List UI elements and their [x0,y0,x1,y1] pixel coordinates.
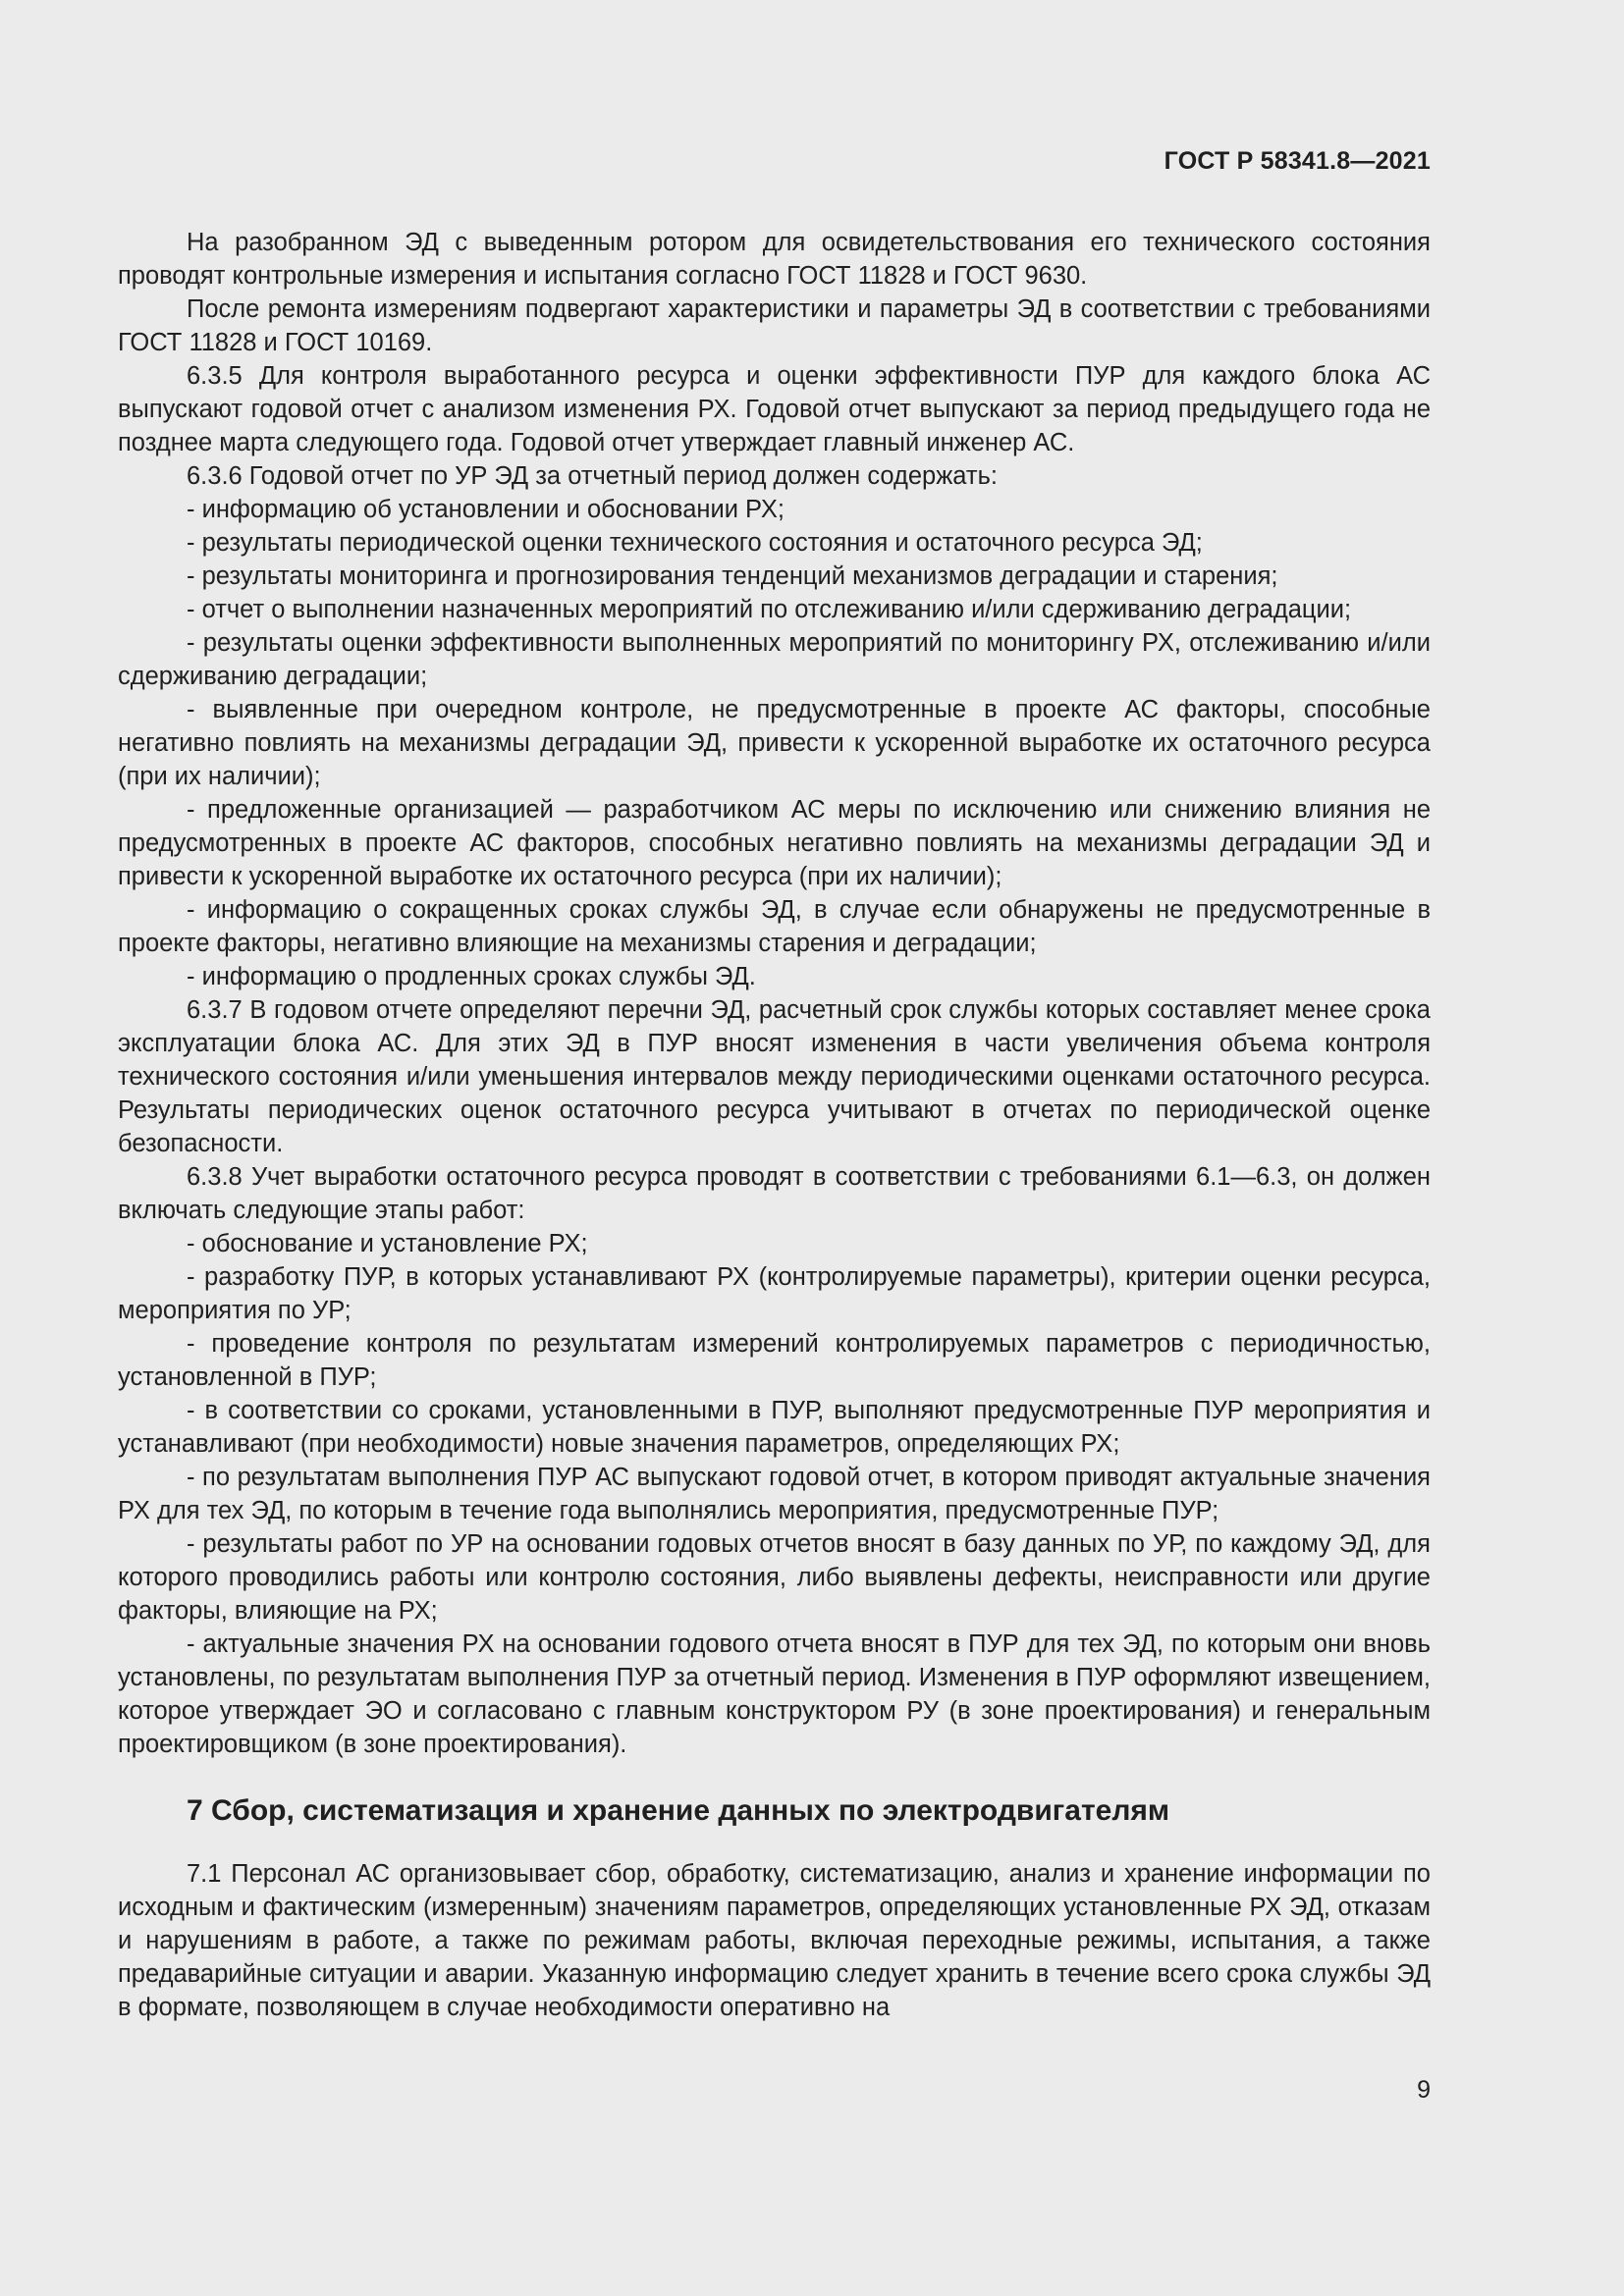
paragraph-6-3-7: 6.3.7 В годовом отчете определяют перечни ЭД, расчетный срок службы которых составляет менее срока эксплуатации блока АС. Для этих ЭД в ПУР вносят изменения в части увеличения объема контроля технического состояния и/или уменьшения интервалов между периодическими оценками остаточного ресурса. Результаты периодических оценок остаточного ресурса учитывают в отчетах по периодической оценке безопасности. [118,996,1431,1157]
paragraph-6-3-8: 6.3.8 Учет выработки остаточного ресурса проводят в соответствии с требованиями 6.1—6.3, он должен включать следующие этапы работ: [118,1163,1431,1224]
list-item: - в соответствии со сроками, установленными в ПУР, выполняют предусмотренные ПУР мероприятия и устанавливают (при необходимости) новые значения параметров, определяющих РХ; [118,1397,1431,1458]
paragraph: После ремонта измерениям подвергают характеристики и параметры ЭД в соответствии с требованиями ГОСТ 11828 и ГОСТ 10169. [118,295,1431,356]
paragraph-6-3-5: 6.3.5 Для контроля выработанного ресурса и оценки эффективности ПУР для каждого блока АС выпускают годовой отчет с анализом изменения РХ. Годовой отчет выпускают за период предыдущего года не позднее марта следующего года. Годовой отчет утверждает главный инженер АС. [118,362,1431,456]
page-content [118,226,1431,2024]
list-item: - по результатам выполнения ПУР АС выпускают годовой отчет, в котором приводят актуальные значения РХ для тех ЭД, по которым в течение года выполнялись мероприятия, предусмотренные ПУР; [118,1464,1431,1524]
list-item: - результаты мониторинга и прогнозирования тенденций механизмов деградации и старения; [187,562,1278,590]
list-item: - предложенные организацией — разработчиком АС меры по исключению или снижению влияния не предусмотренных в проекте АС факторов, способных негативно повлиять на механизмы деградации ЭД и привести к ускоренной выработке их остаточного ресурса (при их наличии); [118,796,1431,890]
list-item: - разработку ПУР, в которых устанавливают РХ (контролируемые параметры), критерии оценки ресурса, мероприятия по УР; [118,1263,1431,1324]
list-item: - отчет о выполнении назначенных мероприятий по отслеживанию и/или сдерживанию деградации; [187,596,1352,623]
page-number: 9 [1417,2076,1431,2104]
section-heading: 7 Сбор, систематизация и хранение данных по электродвигателям [187,1794,1170,1827]
list-item: - актуальные значения РХ на основании годового отчета вносят в ПУР для тех ЭД, по которым они вновь установлены, по результатам выполнения ПУР за отчетный период. Изменения в ПУР оформляют извещением, которое утверждает ЭО и согласовано с главным конструктором РУ (в зоне проектирования) и генеральным проектировщиком (в зоне проектирования). [118,1630,1431,1758]
list-item: - результаты оценки эффективности выполненных мероприятий по мониторингу РХ, отслеживанию и/или сдерживанию деградации; [118,629,1431,690]
paragraph-7-1: 7.1 Персонал АС организовывает сбор, обработку, систематизацию, анализ и хранение информации по исходным и фактическим (измеренным) значениям параметров, определяющих установленные РХ ЭД, отказам и нарушениям в работе, а также по режимам работы, включая переходные режимы, испытания, а также предаварийные ситуации и аварии. Указанную информацию следует хранить в течение всего срока службы ЭД в формате, позволяющем в случае необходимости оперативно на [118,1860,1431,2021]
list-item: - результаты периодической оценки технического состояния и остаточного ресурса ЭД; [187,529,1203,557]
paragraph: На разобранном ЭД с выведенным ротором для освидетельствования его технического состояния проводят контрольные измерения и испытания согласно ГОСТ 11828 и ГОСТ 9630. [118,229,1431,290]
list-item: - обоснование и установление РХ; [187,1230,588,1257]
list-item: - результаты работ по УР на основании годовых отчетов вносят в базу данных по УР, по каждому ЭД, для которого проводились работы или контролю состояния, либо выявлены дефекты, неисправности или другие факторы, влияющие на РХ; [118,1530,1431,1625]
list-item: - информацию о сокращенных сроках службы ЭД, в случае если обнаружены не предусмотренные в проекте факторы, негативно влияющие на механизмы старения и деградации; [118,896,1431,957]
list-item: - информацию о продленных сроках службы ЭД. [187,963,756,990]
list-item: - выявленные при очередном контроле, не предусмотренные в проекте АС факторы, способные негативно повлиять на механизмы деградации ЭД, привести к ускоренной выработке их остаточного ресурса (при их наличии); [118,696,1431,790]
paragraph-6-3-6: 6.3.6 Годовой отчет по УР ЭД за отчетный период должен содержать: [187,462,998,490]
list-item: - проведение контроля по результатам измерений контролируемых параметров с периодичностью, установленной в ПУР; [118,1330,1431,1391]
document-code-header: ГОСТ Р 58341.8—2021 [1164,147,1431,175]
list-item: - информацию об установлении и обосновании РХ; [187,496,785,523]
